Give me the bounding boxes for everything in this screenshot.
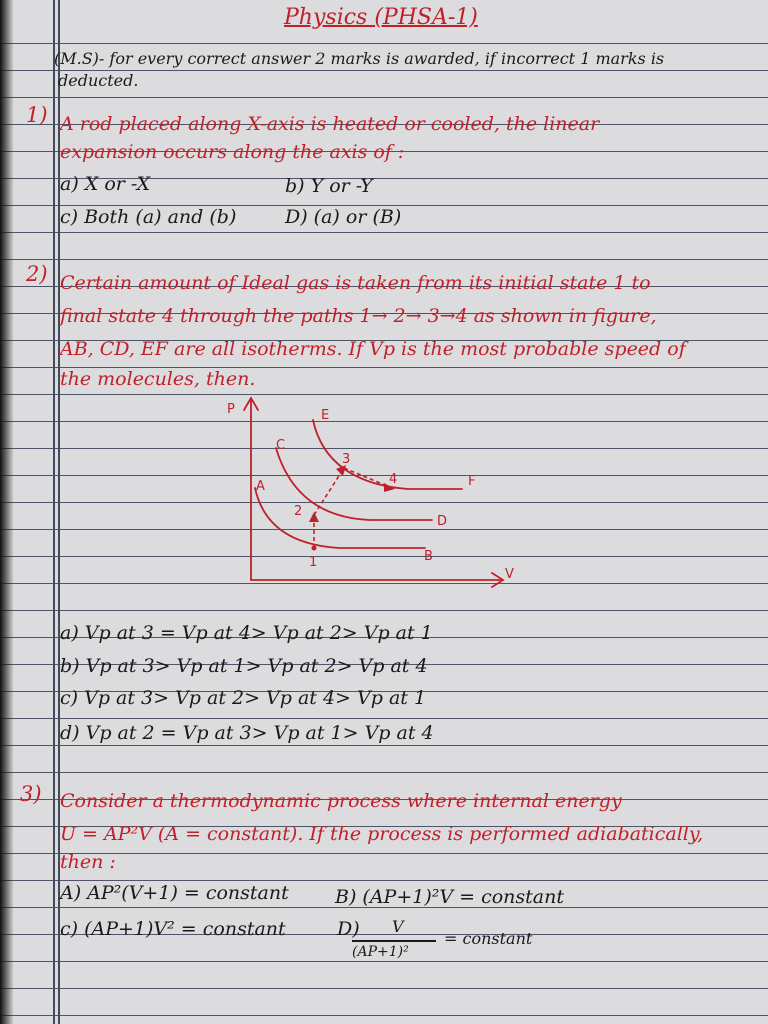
- q1-line-1: A rod placed along X-axis is heated or cooled, the linear: [60, 113, 600, 135]
- label-a: A: [256, 479, 265, 494]
- label-d: D: [437, 514, 448, 529]
- label-e: E: [321, 408, 330, 423]
- q3-option-a: A) AP²(V+1) = constant: [60, 882, 289, 904]
- fraction-numerator: V: [392, 917, 404, 936]
- fraction-bar: [352, 940, 436, 942]
- label-f: F: [468, 474, 476, 489]
- label-b: B: [424, 549, 433, 564]
- label-v: V: [505, 567, 514, 582]
- q1-option-c: c) Both (a) and (b): [60, 206, 237, 228]
- label-state-1: 1: [309, 555, 318, 570]
- q1-option-d: D) (a) or (B): [285, 206, 402, 228]
- q3-number: 3): [20, 782, 42, 806]
- q3-option-b: B) (AP+1)²V = constant: [335, 886, 564, 908]
- q1-number: 1): [26, 103, 48, 127]
- q3-option-c: c) (AP+1)V² = constant: [60, 918, 286, 940]
- q2-number: 2): [26, 262, 48, 286]
- label-state-4: 4: [389, 472, 398, 487]
- q2-line-2: final state 4 through the paths 1→ 2→ 3→4 as shown in figure,: [60, 305, 657, 327]
- q3-line-1: Consider a thermodynamic process where internal energy: [60, 790, 622, 812]
- q3-option-d: D): [337, 918, 360, 940]
- q2-option-d: d) Vp at 2 = Vp at 3> Vp at 1> Vp at 4: [60, 722, 434, 744]
- label-p: P: [227, 402, 235, 417]
- q3-line-3: then :: [60, 851, 116, 873]
- path-2-3: [314, 468, 344, 515]
- marking-rule-line-2: deducted.: [58, 71, 139, 90]
- q2-option-a: a) Vp at 3 = Vp at 4> Vp at 2> Vp at 1: [60, 622, 433, 644]
- q2-option-c: c) Vp at 3> Vp at 2> Vp at 4> Vp at 1: [60, 687, 427, 709]
- label-state-2: 2: [294, 504, 303, 519]
- q2-option-b: b) Vp at 3> Vp at 1> Vp at 2> Vp at 4: [60, 655, 428, 677]
- label-state-3: 3: [342, 452, 351, 467]
- q2-line-4: the molecules, then.: [60, 368, 256, 390]
- q3-line-2: U = AP²V (A = constant). If the process is performed adiabatically,: [60, 823, 704, 845]
- fraction-rhs: = constant: [444, 929, 533, 948]
- page-title: Physics (PHSA-1): [284, 5, 478, 30]
- isotherm-ab: [255, 488, 425, 548]
- q1-line-2: expansion occurs along the axis of :: [60, 141, 405, 163]
- q2-line-3: AB, CD, EF are all isotherms. If Vp is the most probable speed of: [60, 338, 686, 360]
- q2-line-1: Certain amount of Ideal gas is taken from its initial state 1 to: [60, 272, 651, 294]
- marking-rule-line-1: (M.S)- for every correct answer 2 marks is awarded, if incorrect 1 marks is: [54, 49, 665, 68]
- isotherm-ef: [313, 420, 462, 489]
- fraction-denominator: (AP+1)²: [352, 944, 409, 960]
- q1-option-a: a) X or -X: [60, 173, 151, 195]
- label-c: C: [276, 438, 286, 453]
- q1-option-b: b) Y or -Y: [285, 175, 373, 197]
